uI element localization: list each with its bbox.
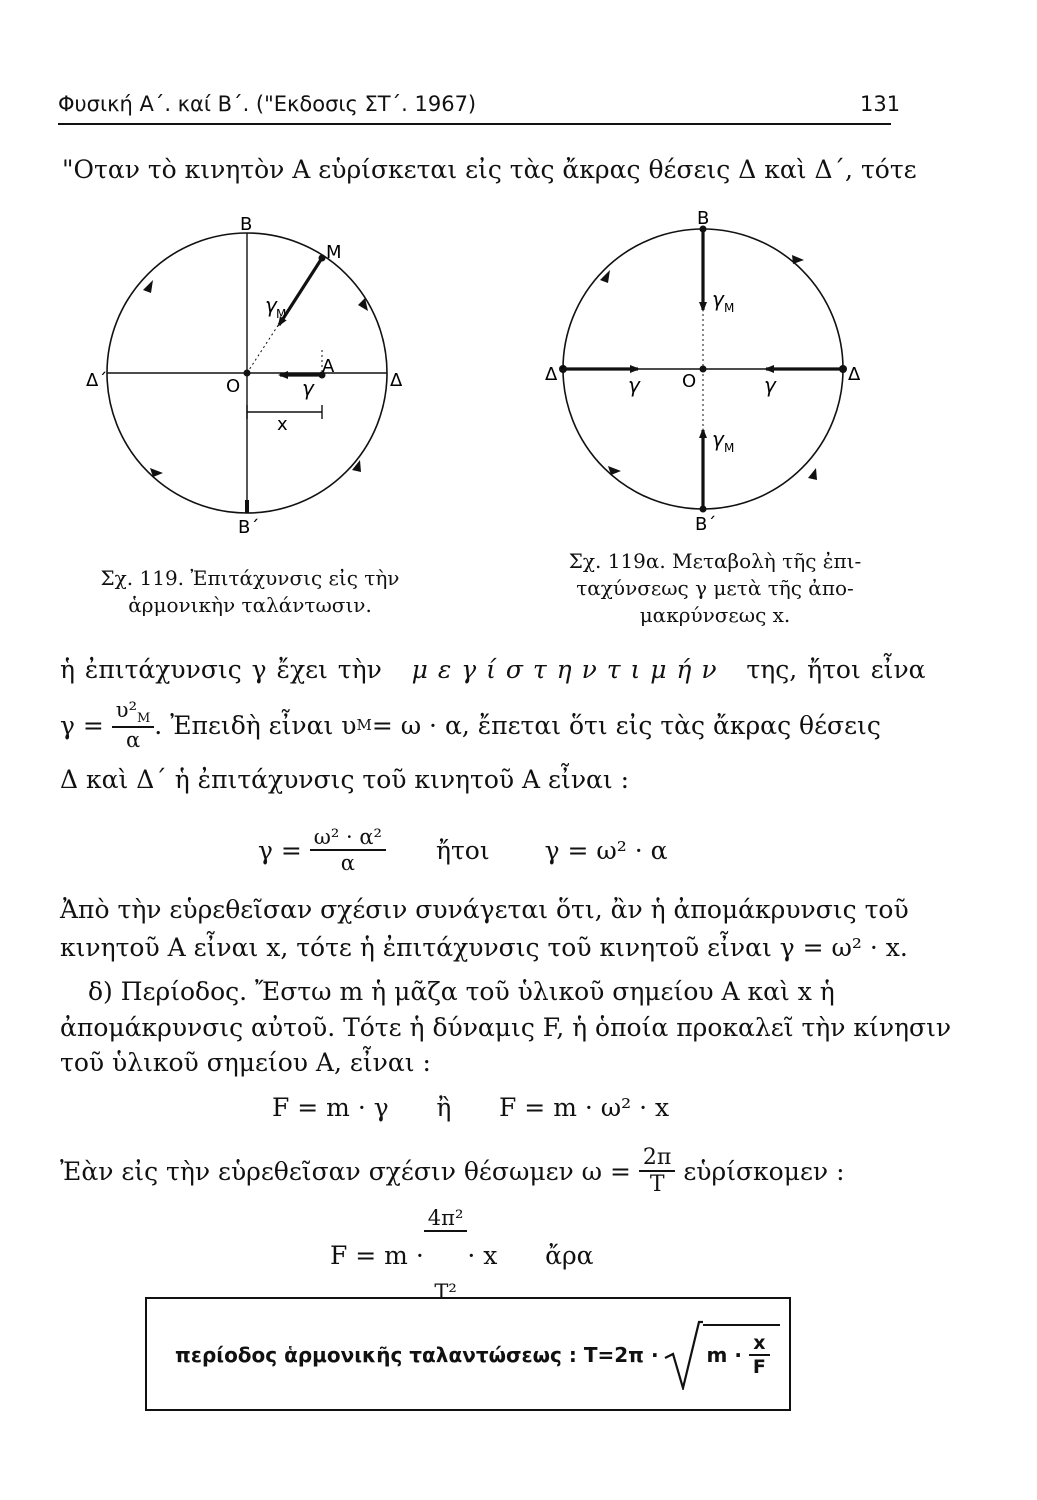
boxed-formula bbox=[175, 1325, 780, 1385]
eq1-lhs: γ = bbox=[258, 835, 302, 865]
label-gamma-m-bottom: γ bbox=[712, 427, 724, 451]
eq3-lhs: F = m · bbox=[330, 1240, 424, 1270]
label-d: Δ bbox=[390, 370, 403, 391]
fraction-numerator-sub: Μ bbox=[136, 711, 151, 727]
label-a: Α bbox=[322, 356, 335, 377]
label-x: x bbox=[277, 414, 288, 435]
direction-arrow-4 bbox=[352, 460, 361, 472]
boxed-label: περίοδος ἁρμονικῆς ταλαντώσεως : bbox=[175, 1343, 577, 1367]
body-line-3: Δ καὶ Δ΄ ἡ ἐπιτάχυνσις τοῦ κινητοῦ Α εἶναι : bbox=[60, 765, 630, 794]
para3-line1: δ) Περίοδος. Ἔστω m ἡ μᾶζα τοῦ ὑλικοῦ σημείου Α καὶ x ἡ bbox=[88, 977, 835, 1006]
label-gamma-m-sub: Μ bbox=[276, 307, 287, 321]
label-d-prime: Δ΄ bbox=[86, 370, 108, 391]
figure-119-diagram bbox=[80, 210, 420, 550]
eq1-fraction bbox=[310, 825, 386, 875]
line1-spaced-emphasis: μ ε γ ί σ τ η ν τ ι μ ή ν bbox=[411, 655, 717, 684]
header-rule bbox=[58, 123, 891, 125]
line2-text-2: = ω · α, ἔπεται ὅτι εἰς τὰς ἄκρας θέσεις bbox=[371, 710, 881, 740]
equation-2: F = m · γ ἢ F = m · ω² · x bbox=[272, 1093, 670, 1122]
para2-line1: Ἀπὸ τὴν εὑρεθεῖσαν σχέσιν συνάγεται ὅτι, ἂν ἡ ἀπομάκρυνσις τοῦ bbox=[60, 895, 909, 924]
label-gamma-m-top-sub: Μ bbox=[724, 301, 735, 315]
label-b-prime: Β΄ bbox=[695, 514, 717, 535]
para4-text-b: εὑρίσκομεν : bbox=[683, 1156, 845, 1186]
intro-line: "Οταν τὸ κινητὸν Α εὑρίσκεται εἰς τὰς ἄκρας θέσεις Δ καὶ Δ΄, τότε bbox=[62, 155, 917, 184]
label-m: Μ bbox=[326, 242, 342, 263]
fraction-v2-over-a bbox=[112, 698, 155, 752]
fraction-numerator: υ² bbox=[115, 697, 137, 722]
page-number: 131 bbox=[860, 92, 901, 116]
label-gamma-left: γ bbox=[628, 373, 640, 397]
label-o: Ο bbox=[226, 376, 241, 397]
caption-119a-line3: μακρύνσεως x. bbox=[639, 603, 791, 627]
caption-119a-line1: Σχ. 119α. Μεταβολὴ τῆς ἐπι- bbox=[568, 549, 862, 573]
caption-119-line1: Σχ. 119. Ἐπιτάχυνσις εἰς τὴν bbox=[100, 566, 400, 590]
fraction-denominator: α bbox=[125, 728, 141, 753]
direction-arrow-1 bbox=[143, 280, 153, 293]
eq3-denominator: T² bbox=[434, 1280, 457, 1304]
sqrt-sign-icon bbox=[663, 1320, 703, 1390]
label-b-prime: Β΄ bbox=[238, 517, 260, 538]
radicand-m: m · bbox=[706, 1343, 742, 1367]
caption-fig-119 bbox=[80, 565, 420, 619]
label-d: Δ bbox=[848, 364, 861, 385]
radicand-numerator: x bbox=[749, 1332, 770, 1356]
line1-part-a: ἡ ἐπιτάχυνσις γ ἔχει τὴν bbox=[60, 655, 382, 684]
eq3-rhs: · x ἄρα bbox=[467, 1240, 594, 1270]
eq1-denominator: α bbox=[340, 851, 355, 875]
label-b: Β bbox=[240, 214, 253, 235]
label-o: Ο bbox=[682, 371, 697, 392]
eq3-numerator: 4π² bbox=[424, 1206, 468, 1232]
label-gamma-m: γ bbox=[265, 293, 277, 317]
omega-numerator: 2π bbox=[639, 1145, 675, 1172]
figure-119a-diagram bbox=[540, 205, 870, 535]
caption-119-line2: ἁρμονικὴν ταλάντωσιν. bbox=[128, 593, 372, 617]
label-b: Β bbox=[697, 208, 710, 229]
label-gamma-m-top: γ bbox=[712, 287, 724, 311]
line2-sub: Μ bbox=[356, 716, 372, 734]
direction-arrow-2 bbox=[792, 255, 804, 264]
line1-part-c: της, ἤτοι εἶνα bbox=[746, 655, 926, 684]
body-line-1 bbox=[60, 655, 926, 684]
point-o bbox=[244, 370, 251, 377]
boxed-formula-lhs: T=2π · bbox=[583, 1343, 659, 1367]
sqrt-radicand bbox=[703, 1324, 780, 1378]
line2-text: . Ἐπειδὴ εἶναι υ bbox=[154, 710, 357, 740]
eq1-numerator: ω² · α² bbox=[310, 825, 386, 851]
gamma-equals: γ = bbox=[60, 710, 104, 740]
caption-fig-119a bbox=[560, 548, 870, 629]
caption-119a-line2: ταχύνσεως γ μετὰ τῆς ἀπο- bbox=[576, 576, 854, 600]
omega-fraction bbox=[639, 1145, 675, 1197]
body-line-2 bbox=[60, 695, 881, 755]
radicand-denominator: F bbox=[752, 1356, 766, 1378]
point-o bbox=[700, 366, 707, 373]
running-header-title: Φυσική Α΄. καί Β΄. ("Εκδοσις ΣΤ΄. 1967) bbox=[58, 92, 477, 116]
point-m bbox=[319, 255, 326, 262]
label-gamma-right: γ bbox=[764, 373, 776, 397]
omega-denominator: T bbox=[649, 1172, 665, 1197]
equation-1 bbox=[258, 815, 668, 885]
radicand-fraction bbox=[749, 1332, 770, 1378]
para4-text-a: Ἐὰν εἰς τὴν εὑρεθεῖσαν σχέσιν θέσωμεν ω = bbox=[60, 1156, 631, 1186]
direction-arrow-4 bbox=[808, 468, 817, 480]
para3-line2: ἀπομάκρυνσις αὐτοῦ. Τότε ἡ δύναμις F, ἡ ὁποία προκαλεῖ τὴν κίνησιν bbox=[60, 1013, 952, 1042]
label-gamma-m-bottom-sub: Μ bbox=[724, 441, 735, 455]
eq1-connector: ἤτοι bbox=[435, 835, 490, 865]
eq1-rhs: γ = ω² · α bbox=[544, 835, 668, 865]
para2-line2: κινητοῦ Α εἶναι x, τότε ἡ ἐπιτάχυνσις τοῦ κινητοῦ εἶναι γ = ω² · x. bbox=[60, 933, 908, 962]
para3-line3: τοῦ ὑλικοῦ σημείου Α, εἶναι : bbox=[60, 1048, 431, 1077]
label-gamma: γ bbox=[302, 376, 314, 400]
label-d-prime: Δ΄ bbox=[545, 364, 567, 385]
equation-3 bbox=[330, 1206, 594, 1304]
